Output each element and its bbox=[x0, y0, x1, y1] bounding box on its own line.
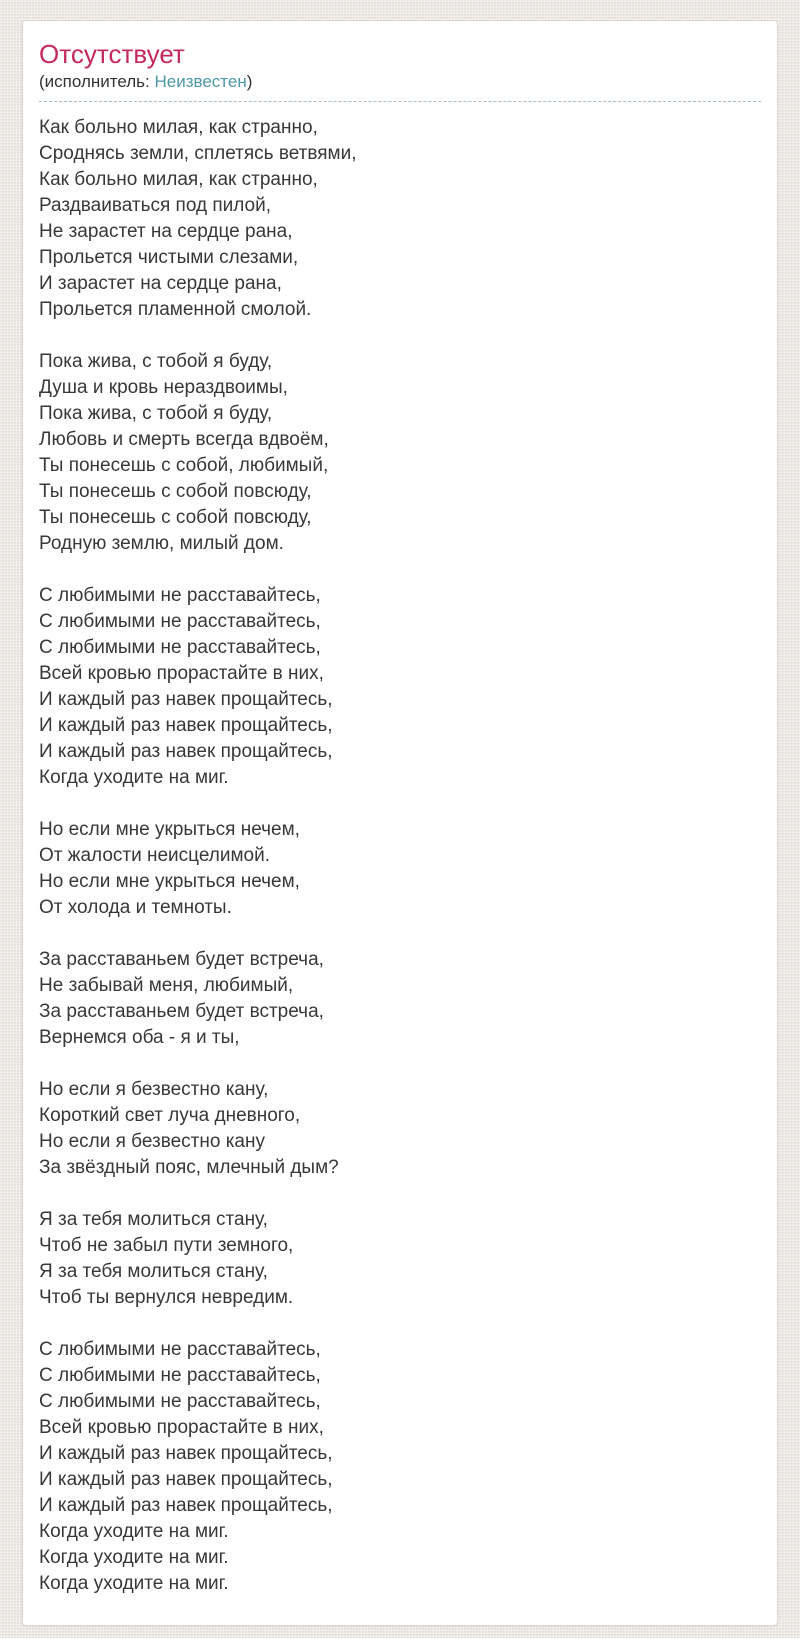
lyric-line: Когда уходите на миг. bbox=[39, 1521, 229, 1542]
song-header bbox=[39, 39, 761, 102]
lyric-line: Чтоб ты вернулся невредим. bbox=[39, 1287, 294, 1308]
lyric-line: Пока жива, с тобой я буду, bbox=[39, 403, 273, 424]
lyrics bbox=[39, 115, 761, 1597]
lyric-line: Короткий свет луча дневного, bbox=[39, 1105, 301, 1126]
artist-line bbox=[39, 71, 761, 92]
stanza bbox=[39, 947, 761, 1051]
lyric-line: От холода и темноты. bbox=[39, 897, 232, 918]
lyric-line: Любовь и смерть всегда вдвоём, bbox=[39, 429, 329, 450]
lyric-line: Прольется пламенной смолой. bbox=[39, 299, 312, 320]
lyric-line: За расставаньем будет встреча, bbox=[39, 1001, 324, 1022]
lyric-line: Ты понесешь с собой повсюду, bbox=[39, 507, 312, 528]
lyric-line: Но если я безвестно кану bbox=[39, 1131, 265, 1152]
lyric-line: Не забывай меня, любимый, bbox=[39, 975, 294, 996]
lyric-line: И каждый раз навек прощайтесь, bbox=[39, 1495, 333, 1516]
lyric-line: Когда уходите на миг. bbox=[39, 1547, 229, 1568]
stanza bbox=[39, 817, 761, 921]
lyric-line: От жалости неисцелимой. bbox=[39, 845, 270, 866]
lyric-line: Я за тебя молиться стану, bbox=[39, 1209, 268, 1230]
lyric-line: Всей кровью прорастайте в них, bbox=[39, 1417, 324, 1438]
stanza bbox=[39, 1077, 761, 1181]
artist-label-open: (исполнитель: bbox=[39, 72, 155, 91]
lyric-line: С любимыми не расставайтесь, bbox=[39, 1365, 321, 1386]
lyric-line: Чтоб не забыл пути земного, bbox=[39, 1235, 294, 1256]
lyric-line: Родную землю, милый дом. bbox=[39, 533, 284, 554]
stanza bbox=[39, 349, 761, 557]
page-title: Отсутствует bbox=[39, 39, 185, 69]
lyric-line: Вернемся оба - я и ты, bbox=[39, 1027, 240, 1048]
lyric-line: С любимыми не расставайтесь, bbox=[39, 611, 321, 632]
lyric-line: Пока жива, с тобой я буду, bbox=[39, 351, 273, 372]
lyric-line: Как больно милая, как странно, bbox=[39, 117, 318, 138]
lyric-line: С любимыми не расставайтесь, bbox=[39, 1339, 321, 1360]
lyric-line: За звёздный пояс, млечный дым? bbox=[39, 1157, 339, 1178]
lyric-line: Когда уходите на миг. bbox=[39, 767, 229, 788]
lyric-line: С любимыми не расставайтесь, bbox=[39, 637, 321, 658]
lyric-line: Сроднясь земли, сплетясь ветвями, bbox=[39, 143, 357, 164]
lyric-line: С любимыми не расставайтесь, bbox=[39, 1391, 321, 1412]
lyrics-card bbox=[22, 20, 778, 1626]
lyric-line: Ты понесешь с собой повсюду, bbox=[39, 481, 312, 502]
lyric-line: Как больно милая, как странно, bbox=[39, 169, 318, 190]
lyric-line: Раздваиваться под пилой, bbox=[39, 195, 271, 216]
stanza bbox=[39, 1337, 761, 1597]
lyric-line: Когда уходите на миг. bbox=[39, 1573, 229, 1594]
lyric-line: И каждый раз навек прощайтесь, bbox=[39, 1469, 333, 1490]
lyric-line: Душа и кровь нераздвоимы, bbox=[39, 377, 288, 398]
artist-link[interactable]: Неизвестен bbox=[154, 72, 247, 91]
lyric-line: И каждый раз навек прощайтесь, bbox=[39, 741, 333, 762]
lyric-line: Прольется чистыми слезами, bbox=[39, 247, 299, 268]
lyric-line: Ты понесешь с собой, любимый, bbox=[39, 455, 329, 476]
stanza bbox=[39, 1207, 761, 1311]
lyric-line: И каждый раз навек прощайтесь, bbox=[39, 689, 333, 710]
lyric-line: И каждый раз навек прощайтесь, bbox=[39, 1443, 333, 1464]
lyric-line: И зарастет на сердце рана, bbox=[39, 273, 282, 294]
lyric-line: Но если я безвестно кану, bbox=[39, 1079, 269, 1100]
lyric-line: Я за тебя молиться стану, bbox=[39, 1261, 268, 1282]
lyric-line: Всей кровью прорастайте в них, bbox=[39, 663, 324, 684]
lyric-line: Но если мне укрыться нечем, bbox=[39, 871, 300, 892]
lyric-line: За расставаньем будет встреча, bbox=[39, 949, 324, 970]
lyric-line: С любимыми не расставайтесь, bbox=[39, 585, 321, 606]
stanza bbox=[39, 115, 761, 323]
stanza bbox=[39, 583, 761, 791]
lyric-line: Но если мне укрыться нечем, bbox=[39, 819, 300, 840]
lyric-line: И каждый раз навек прощайтесь, bbox=[39, 715, 333, 736]
lyric-line: Не зарастет на сердце рана, bbox=[39, 221, 293, 242]
artist-label-close: ) bbox=[246, 72, 253, 91]
